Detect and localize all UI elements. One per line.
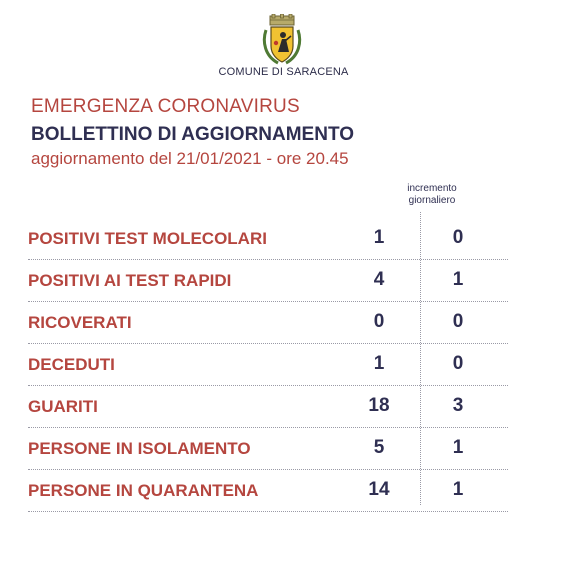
coat-of-arms-icon — [261, 14, 303, 66]
increment-label-line2: giornaliero — [408, 195, 456, 206]
row-increment: 1 — [452, 479, 464, 500]
table-row — [28, 260, 508, 302]
update-timestamp: aggiornamento del 21/01/2021 - ore 20.45 — [31, 149, 349, 168]
row-increment: 1 — [452, 437, 464, 458]
row-label: DECEDUTI — [28, 355, 115, 374]
row-label: GUARITI — [28, 397, 98, 416]
comune-name: COMUNE DI SARACENA — [218, 66, 349, 78]
table-row — [28, 470, 508, 512]
row-divider — [28, 511, 508, 512]
increment-label-line1: incremento — [407, 183, 457, 194]
row-increment: 0 — [452, 227, 464, 248]
row-label: POSITIVI AI TEST RAPIDI — [28, 271, 232, 290]
bulletin-title: BOLLETTINO DI AGGIORNAMENTO — [31, 124, 354, 145]
row-value: 1 — [373, 353, 385, 374]
row-increment: 0 — [452, 311, 464, 332]
row-label: POSITIVI TEST MOLECOLARI — [28, 229, 267, 248]
table-row — [28, 428, 508, 470]
row-value: 0 — [373, 311, 385, 332]
row-label: RICOVERATI — [28, 313, 132, 332]
row-increment: 0 — [452, 353, 464, 374]
table-row — [28, 302, 508, 344]
row-value: 14 — [368, 479, 390, 500]
row-value: 18 — [368, 395, 390, 416]
increment-column-header — [400, 183, 464, 207]
bulletin-category: EMERGENZA CORONAVIRUS — [31, 96, 300, 117]
row-label: PERSONE IN ISOLAMENTO — [28, 439, 251, 458]
row-value: 1 — [373, 227, 385, 248]
table-row — [28, 344, 508, 386]
table-row — [28, 386, 508, 428]
row-increment: 3 — [452, 395, 464, 416]
table-row — [28, 218, 508, 260]
row-value: 5 — [373, 437, 385, 458]
row-value: 4 — [373, 269, 385, 290]
row-label: PERSONE IN QUARANTENA — [28, 481, 259, 500]
row-increment: 1 — [452, 269, 464, 290]
